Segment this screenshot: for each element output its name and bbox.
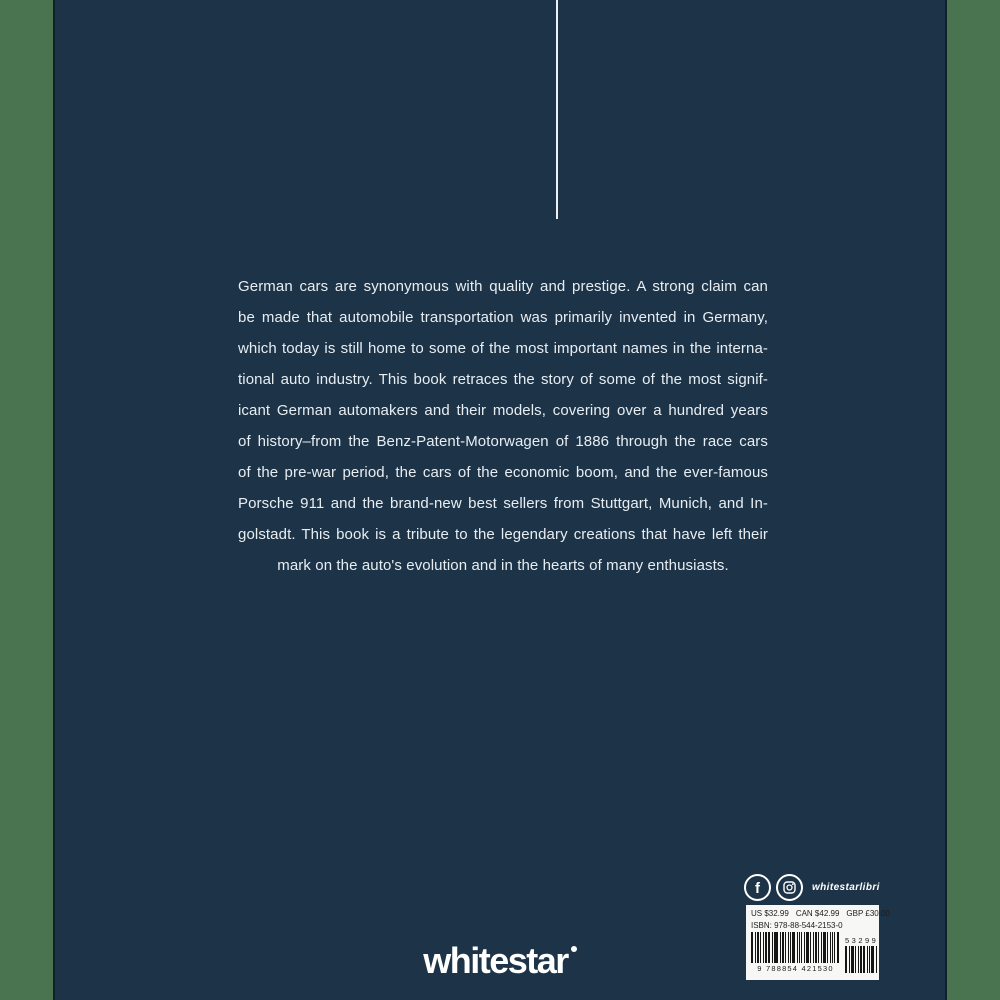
price-item: US $32.99 [751,909,789,918]
price-line [751,909,890,918]
price-item: CAN $42.99 [795,909,840,918]
social-row [744,874,880,901]
facebook-glyph: f [755,880,760,897]
publisher-logo-text: whitestar [423,940,568,981]
blurb-line: of history–from the Benz-Patent-Motorwagen of 1886 through the race cars [238,433,768,450]
logo-dot-icon [571,946,577,952]
blurb-line: of the pre-war period, the cars of the economic boom, and the ever-famous [238,464,768,481]
blurb-last-line: mark on the auto's evolution and in the hearts of many enthusiasts. [277,557,729,574]
publisher-logo [55,941,945,981]
instagram-glyph [783,881,796,894]
isbn-text: ISBN: 978-88-544-2153-0 [751,921,843,930]
blurb-line: golstadt. This book is a tribute to the legendary creations that have left their [238,526,768,543]
blurb-line: tional auto industry. This book retraces the story of some of the most signif- [238,371,768,388]
instagram-icon [776,874,803,901]
barcode-digits: 9 788854 421530 [757,964,834,973]
price-item: GBP £30.00 [846,909,890,918]
divider-line [556,0,558,219]
blurb-line: be made that automobile transportation was primarily invented in Germany, [238,309,768,326]
social-handle: whitestarlibri [812,882,880,893]
blurb-line: Porsche 911 and the brand-new best sellers from Stuttgart, Munich, and In- [238,495,768,512]
blurb-line: which today is still home to some of the most important names in the interna- [238,340,768,357]
blurb-lines [238,271,768,550]
blurb-line: icant German automakers and their models, covering over a hundred years [238,402,768,419]
blurb [238,271,768,581]
blurb-line: German cars are synonymous with quality and prestige. A strong claim can [238,278,768,295]
barcode-addon-digits: 53299 [845,936,879,945]
book-back-cover [53,0,947,1000]
facebook-icon [744,874,771,901]
